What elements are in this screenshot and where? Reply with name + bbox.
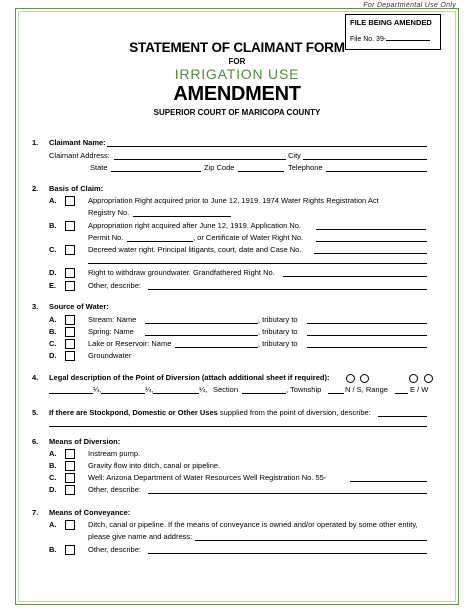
basis-of-claim-title: Basis of Claim: [49,184,104,193]
spring-tributary-field[interactable] [307,335,427,336]
claimant-name-field[interactable] [107,146,427,147]
quarter2-field[interactable] [101,393,145,394]
conveyance-owner-field[interactable] [195,540,427,541]
basis-d-checkbox[interactable] [65,268,75,278]
other-uses-field[interactable] [378,416,427,417]
form-amendment: AMENDMENT [173,83,301,105]
township-label: , Township [286,385,322,394]
certificate-no-field[interactable] [316,241,427,242]
option-label: C. [49,339,57,348]
gravity-flow-label: Gravity flow into ditch, canal or pipeline. [88,461,221,470]
ns-range-label: N / S, Range [345,385,388,394]
option-label: B. [49,327,57,336]
option-label: D. [49,351,57,360]
option-label: A. [49,520,57,529]
section-label: Section [213,385,239,394]
registry-no-label: Registry No. [88,208,130,217]
south-radio[interactable] [360,374,369,383]
basis-e-text: Other, describe: [88,281,141,290]
court-name: SUPERIOR COURT OF MARICOPA COUNTY [153,108,321,117]
option-label: D. [49,485,57,494]
conveyance-b-checkbox[interactable] [65,545,75,555]
option-label: D. [49,268,57,277]
tributary-label: , tributary to [258,315,298,324]
source-a-checkbox[interactable] [65,315,75,325]
ew-label: E / W [410,385,429,394]
spring-name-label: Spring: Name [88,327,134,336]
ditch-canal-label: Ditch, canal or pipeline. If the means of conveyance is owned and/or operated by some other entity, [88,520,418,529]
west-radio[interactable] [424,374,433,383]
decree-field[interactable] [314,253,427,254]
legal-description-title: Legal description of the Point of Diversion (attach additional sheet if required): [49,373,330,382]
quarter-label: ¼, [93,385,102,394]
section-field[interactable] [242,393,286,394]
means-of-diversion-title: Means of Diversion: [49,437,121,446]
file-number-field[interactable]: File No. 39- [350,33,436,43]
source-c-checkbox[interactable] [65,339,75,349]
claimant-name-label: Claimant Name: [49,138,106,147]
section-number: 2. [32,184,39,193]
basis-e-checkbox[interactable] [65,281,75,291]
section-number: 1. [32,138,39,147]
claimant-address-field[interactable] [114,159,286,160]
spring-name-field[interactable] [145,335,258,336]
instream-pump-label: Instream pump. [88,449,141,458]
city-field[interactable] [303,159,427,160]
grandfathered-no-field[interactable] [283,276,427,277]
zip-field[interactable] [238,171,284,172]
well-registration-field[interactable] [350,481,427,482]
other-uses-text: If there are Stockpond, Domestic or Other Uses supplied from the point of diversion, describe: [49,408,371,417]
diversion-d-checkbox[interactable] [65,485,75,495]
diversion-a-checkbox[interactable] [65,449,75,459]
name-address-label: please give name and address: [88,532,193,541]
east-radio[interactable] [409,374,418,383]
lake-tributary-field[interactable] [307,347,427,348]
decree-field-cont[interactable] [88,263,427,264]
source-d-checkbox[interactable] [65,351,75,361]
option-label: C. [49,473,57,482]
range-field[interactable] [395,393,408,394]
means-of-conveyance-title: Means of Conveyance: [49,508,131,517]
section-number: 6. [32,437,39,446]
option-label: C. [49,245,57,254]
diversion-other-field[interactable] [148,493,427,494]
quarter-label: ¼, [145,385,154,394]
option-label: E. [49,281,57,290]
option-label: B. [49,461,57,470]
section-number: 3. [32,302,39,311]
tributary-label: , tributary to [258,327,298,336]
basis-a-text: Appropriation Right acquired prior to June 12, 1919. 1974 Water Rights Registration Act [88,196,379,205]
section-number: 5. [32,408,39,417]
conveyance-a-checkbox[interactable] [65,520,75,530]
form-subtitle: IRRIGATION USE [174,66,300,82]
section-number: 7. [32,508,39,517]
option-label: A. [49,196,57,205]
stream-name-field[interactable] [145,323,258,324]
township-field[interactable] [328,393,344,394]
claimant-address-label: Claimant Address: [49,151,110,160]
application-no-field[interactable] [316,229,426,230]
form-title: STATEMENT OF CLAIMANT FORM [129,40,345,55]
basis-b-text: Appropriation right acquired after June 12, 1919. Application No. [88,221,302,230]
quarter-label: ¼, [199,385,208,394]
option-label: B. [49,545,57,554]
conveyance-other-field[interactable] [148,553,427,554]
option-label: A. [49,315,57,324]
quarter3-field[interactable] [153,393,199,394]
conveyance-other-label: Other, describe: [88,545,141,554]
source-of-water-title: Source of Water: [49,302,109,311]
diversion-c-checkbox[interactable] [65,473,75,483]
basis-a-checkbox[interactable] [65,196,75,206]
basis-b-checkbox[interactable] [65,221,75,231]
north-radio[interactable] [346,374,355,383]
form-for: FOR [228,57,246,66]
basis-c-checkbox[interactable] [65,245,75,255]
telephone-label: Telephone [288,163,323,172]
lake-name-field[interactable] [175,347,258,348]
diversion-b-checkbox[interactable] [65,461,75,471]
basis-d-text: Right to withdraw groundwater. Grandfathered Right No. [88,268,275,277]
groundwater-label: Groundwater [88,351,132,360]
diversion-other-label: Other, describe: [88,485,141,494]
certificate-no-label: , or Certificate of Water Right No. [193,233,304,242]
basis-c-text: Decreed water right. Principal litigants, court, date and Case No. [88,245,302,254]
permit-no-field[interactable] [127,241,193,242]
basis-other-field[interactable] [148,289,427,290]
lake-name-label: Lake or Reservoir: Name [88,339,172,348]
file-amended-title: FILE BEING AMENDED [350,18,432,27]
source-b-checkbox[interactable] [65,327,75,337]
option-label: B. [49,221,57,230]
city-label: City [288,151,301,160]
state-field[interactable] [111,171,201,172]
telephone-field[interactable] [326,171,427,172]
well-registration-label: Well: Arizona Department of Water Resources Well Registration No. 55- [88,473,327,482]
option-label: A. [49,449,57,458]
stream-name-label: Stream: Name [88,315,137,324]
departmental-use-note: For Departmental Use Only [363,2,456,9]
section-number: 4. [32,373,39,382]
zip-label: Zip Code [204,163,235,172]
registry-no-field[interactable] [133,216,231,217]
other-uses-field-cont[interactable] [49,426,427,427]
permit-no-label: Permit No. [88,233,124,242]
stream-tributary-field[interactable] [307,323,427,324]
quarter1-field[interactable] [49,393,93,394]
state-label: State [90,163,108,172]
tributary-label: , tributary to [258,339,298,348]
